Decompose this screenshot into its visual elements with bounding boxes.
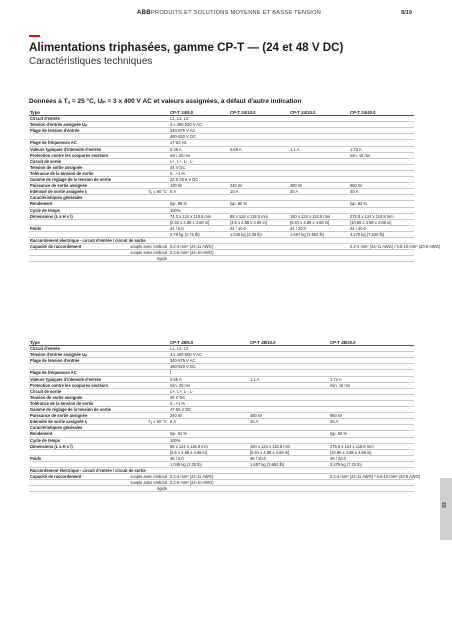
table-cell: 120 W [169, 183, 229, 189]
table-cell: souple sans embout [119, 480, 169, 486]
header-cell: CP-T 24/10.0 [229, 110, 289, 116]
table-cell: [3.5 x 4.88 x 4.68 in] [169, 449, 249, 455]
table-cell: L+, L+, L-, L- [169, 388, 249, 394]
header-cell: CP-T 24/20.0 [289, 110, 349, 116]
table-cell: Puissance de sortie assignée [29, 413, 119, 419]
table-cell: typ. 92 % [349, 201, 414, 207]
table-cell: Tension d'entrée assignée Uᵢₙ [29, 122, 119, 128]
table-cell: 47-63 Hz [169, 140, 229, 146]
table-cell: 1.045 kg (2.30 lb) [229, 231, 289, 237]
table-cell: 0.2-4 mm² (24-11 AWG) / 0.5-10 mm² (20-8 AWG) [330, 474, 421, 480]
table-cell: 0.2-6 mm² (24-10 AWG) [169, 250, 229, 256]
table-cell: 48 / 5.0 [169, 455, 249, 461]
table-cell: Circuit d'entrée [29, 116, 119, 122]
table-cell: 0.2-4 mm² (24-11 AWG) [169, 474, 249, 480]
page-subtitle: Caractéristiques techniques [29, 56, 153, 67]
table-cell: Capacité de raccordement [29, 244, 119, 250]
table-cell: Tolérance de la tension de sortie [29, 400, 119, 406]
table-cell: Plage de tension d'entrée [29, 358, 119, 364]
table-cell: 0.2-6 mm² (24-10 AWG) [169, 480, 249, 486]
header-cell: CP-T 48/5.0 [169, 340, 249, 346]
header-cell: Type [29, 110, 119, 116]
brand-logo: ABB [137, 10, 151, 16]
table-cell: Gamme de réglage de la tension de sortie [29, 177, 119, 183]
table-cell: min. 20 ms [169, 382, 249, 388]
table-cell: 40 A [349, 189, 414, 195]
table-cell: min. 15 ms [349, 152, 414, 158]
table-cell [329, 486, 414, 492]
table-cell: typ. 91 % [169, 431, 249, 437]
table-cell: Intensité de sortie assignée Iᵣ [29, 189, 119, 195]
side-tab-label: 03 [441, 502, 448, 508]
table-cell: 240 W [229, 183, 289, 189]
table-cell: Rendement [29, 431, 119, 437]
table-cell: 74.3 x 124 x 118.8 mm [169, 213, 229, 219]
table-cell: 0.78 kg (1.72 lb) [169, 231, 229, 237]
table-cell: 3.275 kg (7.220 lb) [349, 231, 414, 237]
table-cell: Tension de sortie assignée [29, 394, 119, 400]
header-cell: Type [29, 340, 119, 346]
table-cell: rigide [119, 256, 169, 262]
table-cell: 340-575 V AC [169, 128, 229, 134]
table-cell: 0.65 A [229, 146, 289, 152]
table-cell: 24 / 5.0 [169, 225, 229, 231]
table-cell: 0...+1 % [169, 400, 249, 406]
table-cell: 240 W [169, 413, 249, 419]
table-cell: typ. 90 % [229, 201, 289, 207]
table-cell: L1, L2, L3 [169, 116, 229, 122]
table-cell: 1.1 A [249, 376, 329, 382]
table-cell: Plage de fréquences AC [29, 140, 119, 146]
table-cell: 0.2-4 mm² (24-11 AWG) / 0.5-10 mm² (20-8 AWG) [350, 244, 441, 250]
table-cell: L1, L2, L3 [169, 346, 249, 352]
table-cell: 24 / 20.0 [289, 225, 349, 231]
table-cell: 0.2-4 mm² (24-11 AWG) [169, 244, 229, 250]
header-cell: CP-T 48/20.0 [329, 340, 414, 346]
table-cell: 5 A [169, 189, 229, 195]
table-cell: Raccordement électrique - circuit d'entrée / circuit de sortie [29, 237, 414, 243]
table-cell: 480 W [289, 183, 349, 189]
table-row [29, 486, 414, 492]
table-cell: [3.5 x 4.88 x 4.68 in] [229, 219, 289, 225]
side-section-tab [440, 478, 452, 540]
table-cell: 20 A [289, 189, 349, 195]
table-cell: Plage de fréquences AC [29, 370, 119, 376]
table-cell: 150 x 124 x 118.8 mm [249, 443, 329, 449]
table-cell: 48 V DC [169, 394, 249, 400]
table-cell: 480-820 V DC [169, 364, 249, 370]
table-cell: 1.72 A [349, 146, 414, 152]
table-cell: 5 A [169, 419, 249, 425]
table-cell: 0.65 A [169, 376, 249, 382]
table-cell: 1.72 A [329, 376, 414, 382]
table-cell: 48 / 10.0 [249, 455, 329, 461]
table-cell: 480 W [249, 413, 329, 419]
table-cell: 960 W [349, 183, 414, 189]
table-cell: Caractéristiques générales [29, 195, 414, 201]
table-cell: 1.657 kg (3.653 lb) [289, 231, 349, 237]
conditions-note: Données à Tₐ = 25 °C, Uᵢₙ = 3 x 400 V AC et valeurs assignées, à défaut d'autre indication [29, 98, 302, 105]
table-cell [289, 256, 349, 262]
table-cell: Puissance de sortie assignée [29, 183, 119, 189]
table-cell [229, 256, 289, 262]
table-cell: 22.5-28.5 V DC [169, 177, 229, 183]
spec-table-48v [29, 340, 421, 492]
table-cell: Tension d'entrée assignée Uᵢₙ [29, 352, 119, 358]
table-cell: Valeurs typiques d'intensité d'entrée [29, 376, 119, 382]
spec-table-48v-body [29, 340, 421, 492]
header-cell: CP-T 48/10.0 [249, 340, 329, 346]
table-cell [29, 486, 119, 492]
table-cell: Tₐ ≤ 60 °C [119, 189, 169, 195]
table-cell: Tension de sortie assignée [29, 164, 119, 170]
table-cell: Tolérance de la tension de sortie [29, 170, 119, 176]
table-cell: [10.86 x 4.88 x 4.68 in] [349, 219, 414, 225]
table-cell: Intensité de sortie assignée Iᵣ [29, 419, 119, 425]
table-cell: 89 x 124 x 118.8 mm [169, 443, 249, 449]
table-cell [169, 486, 249, 492]
table-cell: Rendement [29, 201, 119, 207]
table-cell: 0...+1 % [169, 170, 229, 176]
table-cell: [5.91 x 4.88 x 4.68 in] [289, 219, 349, 225]
page-number: 8/19 [401, 10, 412, 16]
table-cell: [5.91 x 4.88 x 4.68 in] [249, 449, 329, 455]
table-cell: 1.657 kg (3.653 lb) [249, 461, 329, 467]
table-cell: rigide [119, 486, 169, 492]
table-cell: typ. 93 % [329, 431, 414, 437]
table-cell: 24 V DC [169, 164, 229, 170]
table-cell: 100% [169, 437, 249, 443]
spec-table-24v [29, 110, 441, 262]
table-cell: Circuit de sortie [29, 388, 119, 394]
table-cell: 150 x 124 x 118.8 mm [289, 213, 349, 219]
table-cell: 20 A [329, 419, 414, 425]
table-cell: 47-56 V DC [169, 407, 249, 413]
table-cell: 960 W [329, 413, 414, 419]
table-cell: min. 20 ms [169, 152, 229, 158]
table-cell: 3.275 kg (7.22 lb) [329, 461, 414, 467]
table-cell: souple avec embout [119, 244, 169, 250]
header-cell: CP-T 24/5.0 [169, 110, 229, 116]
table-cell: 3 x 400-500 V AC [169, 122, 229, 128]
table-cell [29, 256, 119, 262]
table-cell: 1.045 kg (2.30 lb) [169, 461, 249, 467]
table-cell: typ. 89 % [169, 201, 229, 207]
table-cell: Gamme de réglage de la tension de sortie [29, 407, 119, 413]
table-cell: 340-575 V AC [169, 358, 249, 364]
table-cell: Poids [29, 225, 119, 231]
table-cell: 100% [169, 207, 229, 213]
table-cell: Circuit de sortie [29, 158, 119, 164]
table-cell: Caractéristiques générales [29, 425, 414, 431]
table-cell [349, 256, 414, 262]
table-cell: Dimensions (L x H x l) [29, 213, 119, 219]
table-cell: 0.38 A [169, 146, 229, 152]
section-title: PRODUITS ET SOLUTIONS MOYENNE ET BASSE TENSION [151, 10, 322, 16]
table-cell: Cycle de temps [29, 207, 119, 213]
header-cell: CP-T 24/40.0 [349, 110, 414, 116]
table-cell: Tₐ ≤ 60 °C [119, 419, 169, 425]
page-header [0, 10, 452, 22]
table-cell: Circuit d'entrée [29, 346, 119, 352]
table-cell: souple avec embout [119, 474, 169, 480]
table-cell: souple sans embout [119, 250, 169, 256]
table-cell: Poids [29, 455, 119, 461]
title-accent-bar [29, 35, 40, 37]
table-cell: 10 A [229, 189, 289, 195]
table-cell: f [169, 370, 249, 376]
table-cell: Plage de tension d'entrée [29, 128, 119, 134]
table-cell: 1.1 A [289, 146, 349, 152]
table-cell: Cycle de temps [29, 437, 119, 443]
table-cell: 89 x 124 x 118.8 mm [229, 213, 289, 219]
table-cell: [10.86 x 4.88 x 4.68 in] [329, 449, 414, 455]
spec-table-24v-body [29, 110, 441, 262]
table-cell [249, 486, 329, 492]
table-cell: 3 x 400-500 V AC [169, 352, 249, 358]
table-cell: Dimensions (L x H x l) [29, 443, 119, 449]
table-cell: Valeurs typiques d'intensité d'entrée [29, 146, 119, 152]
table-cell: 275.8 x 124 x 118.8 mm [349, 213, 414, 219]
table-cell: 24 / 40.0 [349, 225, 414, 231]
table-cell: min. 15 ms [329, 382, 414, 388]
table-cell [169, 256, 229, 262]
table-cell: Protection contre les coupures secteurs [29, 152, 119, 158]
table-cell: 48 / 20.0 [329, 455, 414, 461]
table-cell: L+, L+, L-, L- [169, 158, 229, 164]
table-cell: [2.92 x 4.88 x 4.68 in] [169, 219, 229, 225]
page-title: Alimentations triphasées, gamme CP-T — (24 et 48 V DC) [29, 41, 344, 54]
table-cell: Raccordement électrique - circuit d'entrée / circuit de sortie [29, 467, 414, 473]
table-cell: 10 A [249, 419, 329, 425]
table-cell: 480-820 V DC [169, 134, 229, 140]
table-cell: 275.8 x 124 x 118.8 mm [329, 443, 414, 449]
table-row [29, 256, 414, 262]
table-cell: 24 / 10.0 [229, 225, 289, 231]
table-cell: Protection contre les coupures secteurs [29, 382, 119, 388]
table-cell: Capacité de raccordement [29, 474, 119, 480]
